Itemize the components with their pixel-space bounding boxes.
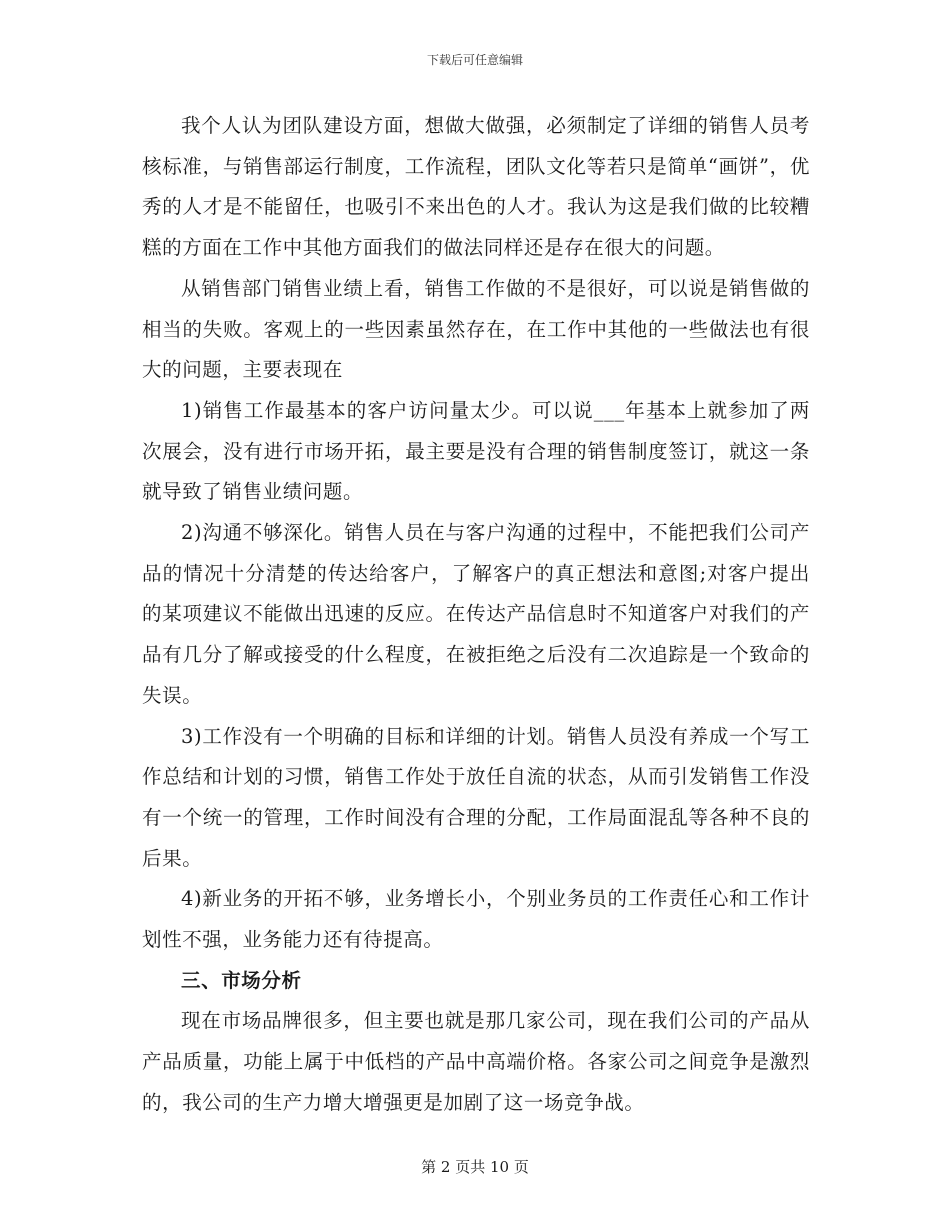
paragraph-sales-performance: 从销售部门销售业绩上看，销售工作做的不是很好，可以说是销售做的相当的失败。客观上的一些因素虽然存在，在工作中其他的一些做法也有很大的问题，主要表现在 xyxy=(142,276,810,382)
page-number-footer: 第 2 页共 10 页 xyxy=(421,1158,529,1176)
list-item-new-business: 4)新业务的开拓不够，业务增长小，个别业务员的工作责任心和工作计划性不强，业务能力还有待提高。 xyxy=(142,887,810,952)
page-header: 下载后可任意编辑 xyxy=(426,53,523,67)
list-item-goals-plans: 3)工作没有一个明确的目标和详细的计划。销售人员没有养成一个写工作总结和计划的习惯，销售工作处于放任自流的状态，从而引发销售工作没有一个统一的管理，工作时间没有合理的分配，工作局面混乱等各种不良的后果。 xyxy=(142,724,810,870)
paragraph-market-analysis: 现在市场品牌很多，但主要也就是那几家公司，现在我们公司的产品从产品质量，功能上属于中低档的产品中高端价格。各家公司之间竞争是激烈的，我公司的生产力增大增强更是加剧了这一场竞争战。 xyxy=(142,1009,810,1114)
paragraph-team-building: 我个人认为团队建设方面，想做大做强，必须制定了详细的销售人员考核标准，与销售部运行制度，工作流程，团队文化等若只是简单“画饼”，优秀的人才是不能留任，也吸引不来出色的人才。我认为这是我们做的比较糟糕的方面在工作中其他方面我们的做法同样还是存在很大的问题。 xyxy=(142,114,810,260)
document-body xyxy=(142,106,810,1124)
section-heading-market-analysis: 三、市场分析 xyxy=(181,968,302,992)
list-item-visit-volume: 1)销售工作最基本的客户访问量太少。可以说___年基本上就参加了两次展会，没有进行市场开拓，最主要是没有合理的销售制度签订，就这一条就导致了销售业绩问题。 xyxy=(142,398,810,504)
list-item-communication: 2)沟通不够深化。销售人员在与客户沟通的过程中，不能把我们公司产品的情况十分清楚的传达给客户，了解客户的真正想法和意图;对客户提出的某项建议不能做出迅速的反应。在传达产品信息时不知道客户对我们的产品有几分了解或接受的什么程度，在被拒绝之后没有二次追踪是一个致命的失误。 xyxy=(142,521,810,707)
